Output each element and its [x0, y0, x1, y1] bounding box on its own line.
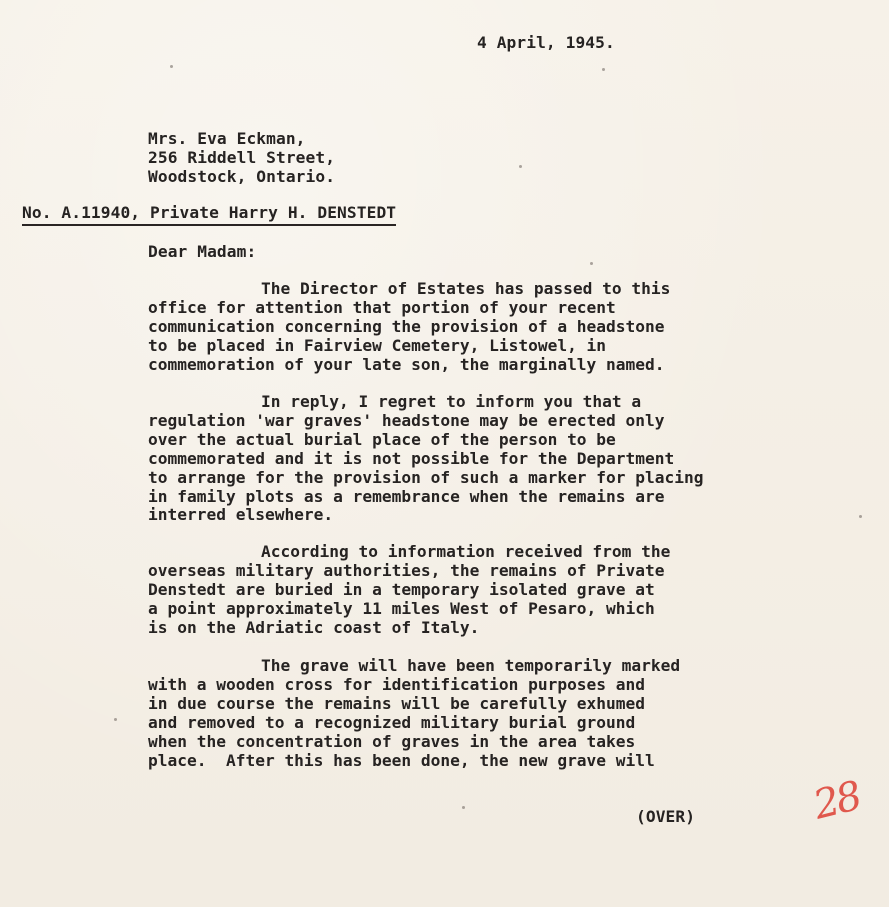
paper-speck [590, 262, 593, 265]
paragraph-line: to arrange for the provision of such a marker for placing [148, 467, 704, 487]
paragraph-1 [148, 280, 670, 375]
paragraph-line: a point approximately 11 miles West of Pesaro, which [148, 598, 655, 618]
letter-date: 4 April, 1945. [477, 33, 615, 52]
paragraph-line: commemoration of your late son, the marginally named. [148, 354, 665, 374]
recipient-street: 256 Riddell Street, [148, 148, 336, 167]
paragraph-2 [148, 393, 704, 525]
paragraph-line: communication concerning the provision of a headstone [148, 316, 665, 336]
paragraph-line: in family plots as a remembrance when the remains are [148, 486, 665, 506]
paragraph-line: place. After this has been done, the new grave will [148, 750, 655, 770]
salutation: Dear Madam: [148, 242, 257, 261]
paragraph-line: According to information received from the [261, 542, 671, 561]
paragraph-line: and removed to a recognized military burial ground [148, 712, 636, 732]
paragraph-4 [148, 657, 680, 770]
paragraph-line: The grave will have been temporarily marked [261, 656, 681, 675]
paragraph-line: The Director of Estates has passed to this [261, 279, 671, 298]
paragraph-line: office for attention that portion of your recent [148, 297, 616, 317]
paragraph-line: with a wooden cross for identification purposes and [148, 674, 646, 694]
paragraph-line: interred elsewhere. [148, 505, 334, 525]
paragraph-3 [148, 543, 670, 638]
paragraph-line: commemorated and it is not possible for the Department [148, 448, 675, 468]
paragraph-line: regulation 'war graves' headstone may be erected only [148, 410, 665, 430]
paragraph-line: in due course the remains will be carefully exhumed [148, 693, 646, 713]
paragraph-line: over the actual burial place of the person to be [148, 429, 616, 449]
paper-speck [114, 718, 117, 721]
recipient-name: Mrs. Eva Eckman, [148, 129, 306, 148]
paragraph-line: when the concentration of graves in the area takes [148, 731, 636, 751]
over-marker: (OVER) [636, 807, 696, 826]
paper-speck [170, 65, 173, 68]
paper-speck [859, 515, 862, 518]
paper-speck [519, 165, 522, 168]
paragraph-line: Denstedt are buried in a temporary isolated grave at [148, 579, 655, 599]
recipient-city: Woodstock, Ontario. [148, 167, 336, 186]
paragraph-line: is on the Adriatic coast of Italy. [148, 617, 480, 637]
handwritten-page-number: 28 [809, 773, 864, 829]
paper-speck [602, 68, 605, 71]
paper-speck [462, 806, 465, 809]
paragraph-line: In reply, I regret to inform you that a [261, 392, 642, 411]
reference-line: No. A.11940, Private Harry H. DENSTEDT [22, 204, 396, 226]
paragraph-line: to be placed in Fairview Cemetery, Listowel, in [148, 335, 607, 355]
paragraph-line: overseas military authorities, the remains of Private [148, 560, 665, 580]
